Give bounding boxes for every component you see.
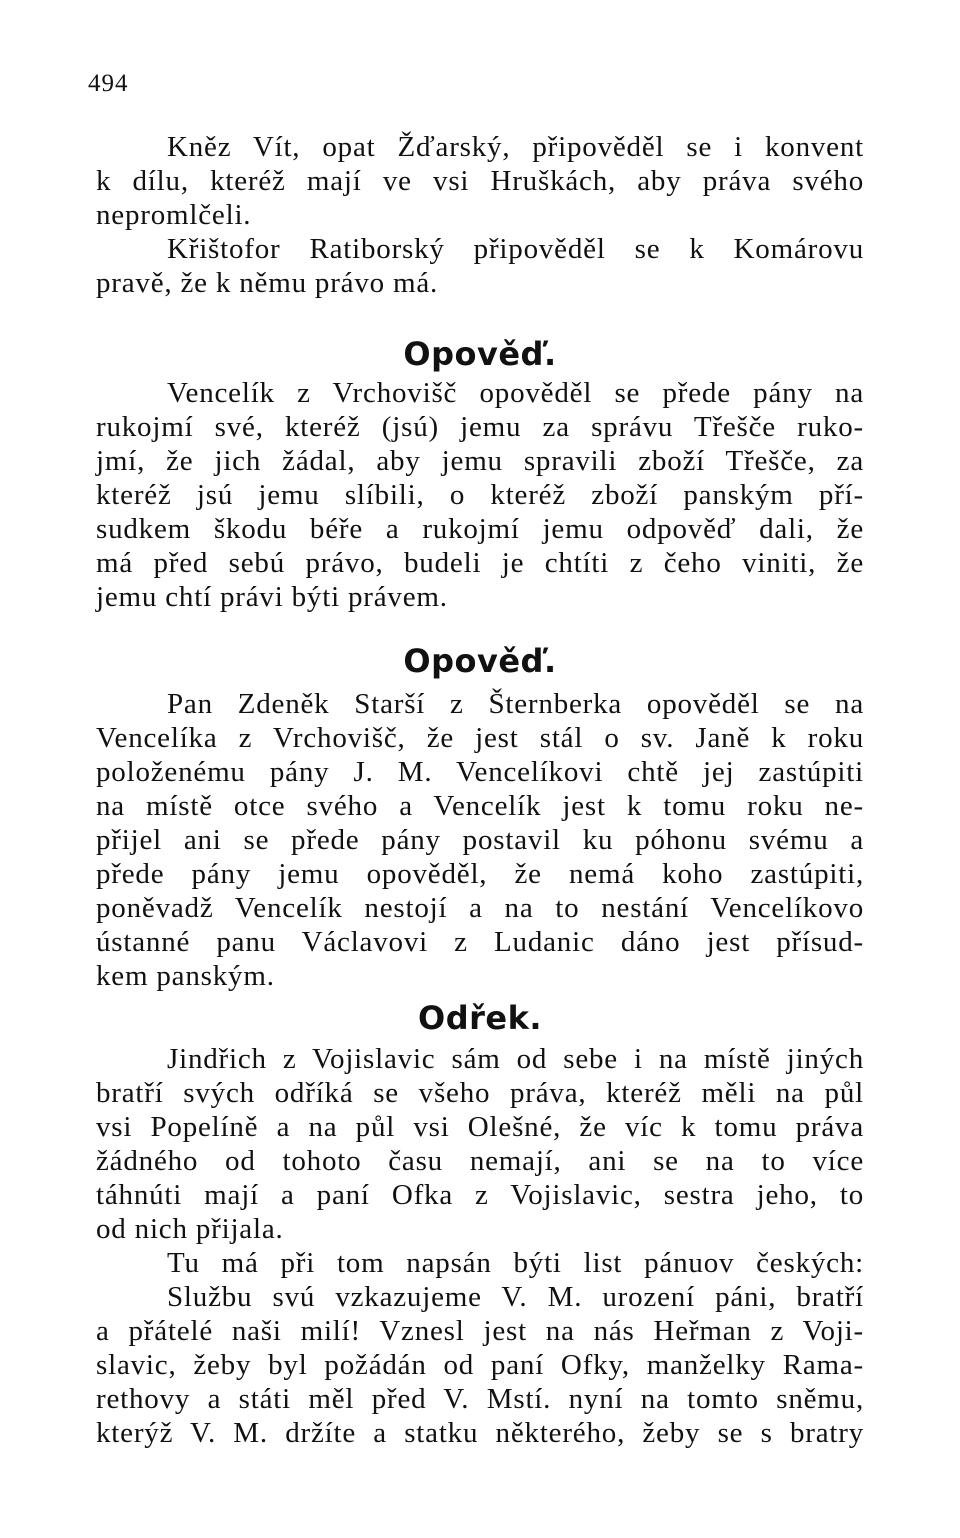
text-line: Vencelíka z Vrchovišč, že jest stál o sv. Janě k roku [96, 722, 864, 754]
section-heading-opoved-2: Opověď. [403, 642, 557, 680]
text-line: ústanné panu Václavovi z Ludanic dáno jest přísud- [96, 926, 864, 958]
text-line: od nich přijala. [96, 1213, 284, 1245]
section-heading-opoved-1: Opověď. [403, 335, 557, 373]
paragraph-vencelik [96, 376, 864, 614]
text-line: jmí, že jich žádal, aby jemu spravili zboží Třešče, za [96, 445, 864, 477]
text-line: Službu svú vzkazujeme V. M. urození páni, bratří [167, 1281, 864, 1313]
paragraph-zdenek [96, 687, 864, 993]
text-line: položenému pány J. M. Vencelíkovi chtě jej zastúpiti [96, 756, 864, 788]
text-line: vsi Popelíně a na půl vsi Olešné, že víc k tomu práva [96, 1111, 864, 1143]
paragraph-jindrich [96, 1042, 864, 1450]
text-line: žádného od tohoto času nemají, ani se na to více [96, 1145, 864, 1177]
text-line: má před sebú právo, budeli je chtíti z čeho viniti, že [96, 547, 864, 579]
text-line: Tu má při tom napsán býti list pánuov českých: [167, 1247, 864, 1279]
text-line: kteréž jsú jemu slíbili, o kteréž zboží panským pří- [96, 479, 864, 511]
text-line: na místě otce svého a Vencelík jest k tomu roku ne- [96, 790, 864, 822]
paragraph-konvent [96, 130, 864, 300]
text-line: bratří svých odříká se všeho práva, kteréž měli na půl [96, 1077, 864, 1109]
text-line: rethovy a státi měl před V. Mstí. nyní na tomto sněmu, [96, 1383, 864, 1415]
text-line: k dílu, kteréž mají ve vsi Hruškách, aby práva svého [96, 165, 864, 197]
text-line: nepromlčeli. [96, 199, 252, 231]
text-line: kem panským. [96, 960, 275, 992]
text-line: přijel ani se přede pány postavil ku póhonu svému a [96, 824, 864, 856]
section-heading-odrek: Odřek. [417, 999, 543, 1037]
text-line: táhnúti mají a paní Ofka z Vojislavic, sestra jeho, to [96, 1179, 864, 1211]
text-line: Jindřich z Vojislavic sám od sebe i na místě jiných [167, 1043, 864, 1075]
text-line: kterýž V. M. držíte a statku některého, žeby se s bratry [96, 1417, 864, 1449]
text-line: jemu chtí právi býti právem. [96, 581, 448, 613]
text-line: Vencelík z Vrchovišč opověděl se přede pány na [167, 377, 864, 409]
text-line: poněvadž Vencelík nestojí a na to nestání Vencelíkovo [96, 892, 864, 924]
text-line: přede pány jemu opověděl, že nemá koho zastúpiti, [96, 858, 864, 890]
text-line: Pan Zdeněk Starší z Šternberka opověděl se na [167, 688, 864, 720]
text-line: sudkem škodu béře a rukojmí jemu odpověď dali, že [96, 513, 864, 545]
text-line: slavic, žeby byl požádán od paní Ofky, manželky Rama- [96, 1349, 864, 1381]
text-line: pravě, že k němu právo má. [96, 267, 439, 299]
text-line: rukojmí své, kteréž (jsú) jemu za správu Třešče ruko- [96, 411, 864, 443]
text-line: Kněz Vít, opat Žďarský, připověděl se i konvent [167, 131, 864, 163]
text-line: a přátelé naši milí! Vznesl jest na nás Heřman z Voji- [96, 1315, 864, 1347]
text-line: Křištofor Ratiborský připověděl se k Komárovu [167, 233, 864, 265]
page-number: 494 [88, 70, 129, 97]
